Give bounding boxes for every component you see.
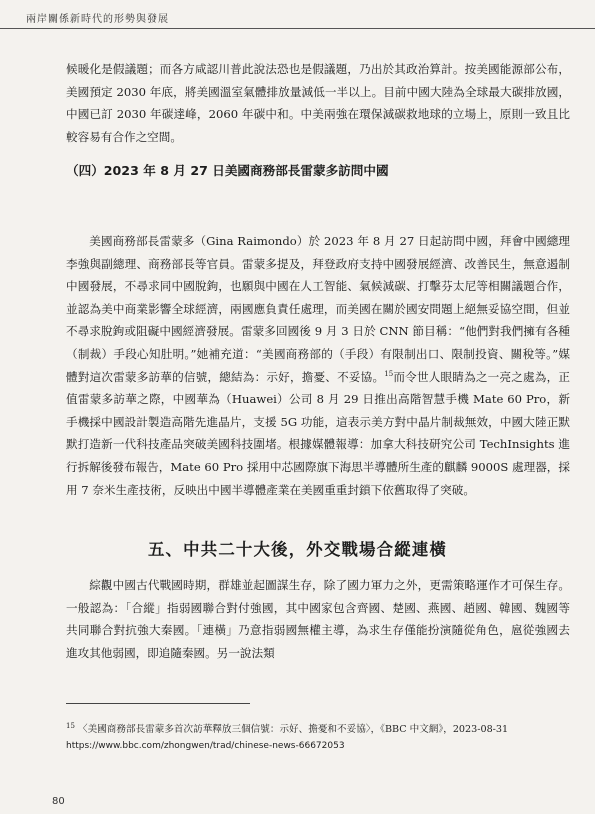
paragraph-warring-states: 綜觀中國古代戰國時期，群雄並起圖謀生存，除了國力軍力之外，更需策略運作才可保生存。一般認為：「合縱」指弱國聯合對付強國，其中國家包含齊國、楚國、燕國、趙國、韓國、魏國等共同聯合對抗強大秦國。「連橫」乃意指弱國無權主導，為求生存僅能扮演隨從角色，扈從強國去進攻其他弱國，即追隨秦國。另一說法類 <box>66 578 570 660</box>
running-header: 兩岸關係新時代的形勢與發展 <box>26 14 169 25</box>
paragraph-text: 美國商務部長雷蒙多（Gina Raimondo）於 2023 年 8 月 27 日起訪問中國，拜會中國總理李強與副總理、商務部長等官員。雷蒙多提及，拜登政府支持中國發展經濟、改善民生，無意遏制中國發展，不尋求同中國脫鉤，也願與中國在人工智能、氣候減碳、打擊芬太尼等相關議題合作，並認為美中商業影響全球經濟，兩國應負責任處理，而美國在關於國安問題上絕無妥協空間，但並不尋求脫鉤或阻礙中國經濟發展。雷蒙多回國後 9 月 3 日於 CNN 節目稱：“他們對我們擁有各種（制裁）手段心知肚明。”她補充道：“美國商務部的（手段）有限制出口、限制投資、關稅等。”媒體對這次雷蒙多訪華的信號，總結為：示好，擔憂、不妥協。 <box>66 234 570 384</box>
footnote-marker: 15 <box>384 369 394 378</box>
section-heading: （四）2023 年 8 月 27 日美國商務部長雷蒙多訪問中國 <box>66 163 389 178</box>
footnote-rule <box>66 703 250 704</box>
footnote <box>66 722 574 754</box>
paragraph-carbon: 候暖化是假議題；而各方咸認川普此說法恐也是假議題，乃出於其政治算計。按美國能源部公布，美國預定 2030 年底，將美國溫室氣體排放量減低一半以上。目前中國大陸為全球最大碳排放國，中國已訂 2030 年碳達峰，2060 年碳中和。中美兩強在環保減碳救地球的立場上，原則一致且比較容易有合作之空間。 <box>66 62 570 144</box>
paragraph-text: 而令世人眼睛為之一亮之處為，正值雷蒙多訪華之際，中國華為（Huawei）公司 8 月 29 日推出高階智慧手機 Mate 60 Pro，新手機採中國設計製造高階先進晶片，支援 5G 功能，這表示美方對中晶片制裁無效，中國大陸正默默打造新一代科技產品突破美國科技圍堵。根據媒體報導：加拿大科技研究公司 TechInsights 進行拆解後發布報告，Mate 60 Pro 採用中芯國際旗下海思半導體所生產的麒麟 9000S 處理器，採用 7 奈米生產技術，反映出中國半導體產業在美國重重封鎖下依舊取得了突破。 <box>66 369 570 497</box>
chapter-heading: 五、中共二十大後，外交戰場合縱連橫 <box>147 540 448 559</box>
header-rule <box>0 28 595 29</box>
page-number: 80 <box>52 796 65 807</box>
paragraph-raimondo <box>66 230 570 501</box>
footnote-number: 15 <box>66 721 75 730</box>
footnote-text: 〈美國商務部長雷蒙多首次訪華釋放三個信號：示好、擔憂和不妥協〉，《BBC 中文網》，2023-08-31 <box>77 724 509 735</box>
footnote-url: https://www.bbc.com/zhongwen/trad/chinese-news-66672053 <box>66 741 345 751</box>
